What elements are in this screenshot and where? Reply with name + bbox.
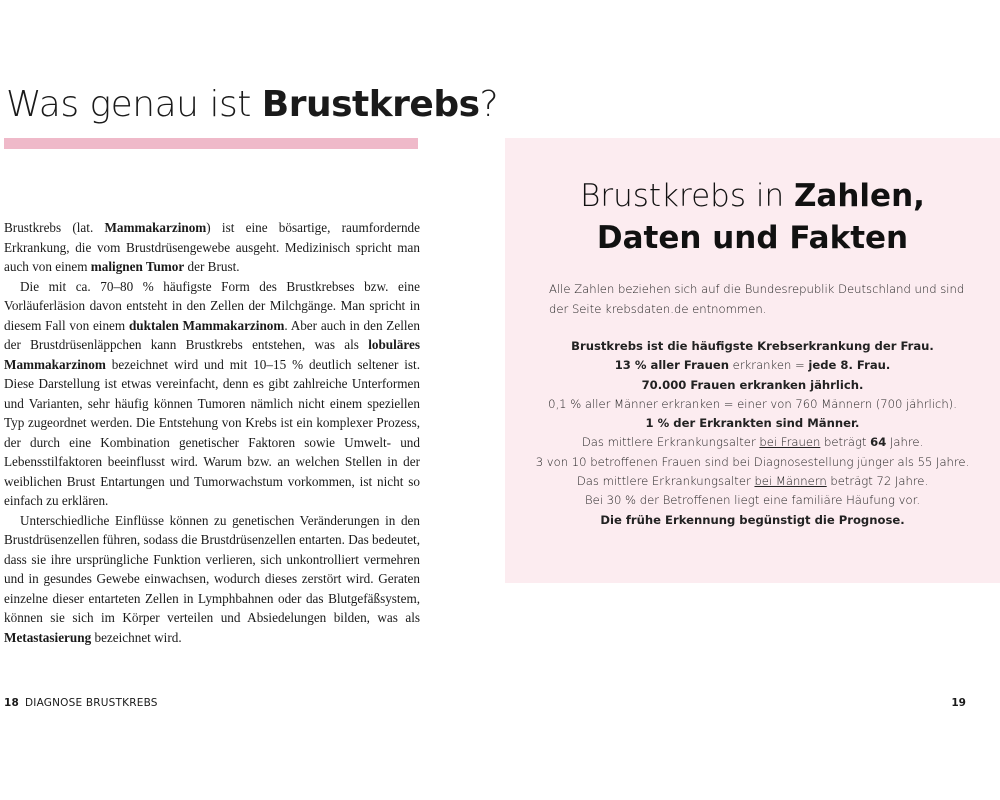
fact-text: 13 % aller Frauen: [614, 358, 729, 373]
fact-item: [505, 453, 1000, 472]
fact-list: [505, 337, 1000, 530]
fact-text: bei Frauen: [759, 435, 821, 450]
text: . Aber auch in den Zellen der Brustdrüsenläppchen kann Brustkrebs entstehen, was als: [4, 317, 420, 352]
page-title: [6, 84, 498, 125]
fact-text: Bei 30 % der Betroffenen liegt eine familiäre Häufung vor.: [584, 493, 921, 508]
fact-text: Brustkrebs ist die häufigste Krebserkrankung der Frau.: [571, 339, 934, 353]
title-bold: Daten und Fakten: [596, 220, 909, 256]
text: der Brust.: [184, 259, 240, 274]
fact-text: beträgt: [820, 435, 871, 450]
fact-item: [505, 337, 1000, 356]
paragraph-1: [4, 218, 420, 277]
fact-text: Jahre.: [886, 435, 924, 450]
fact-text: 70.000 Frauen erkranken jährlich.: [641, 377, 864, 392]
text: ) ist eine bösartige, raumfordernde Erkrankung, die vom Brustdrüsengewebe ausgeht. Medizinisch spricht man auch von einem: [4, 220, 420, 274]
text: bezeichnet wird und mit 10–15 % deutlich seltener ist. Diese Darstellung ist etwas vereinfacht, denn es gibt zahlreiche Unterformen und Varianten, sehr häufig können Tumoren nämlich nicht einem speziellen Typ zugeordnet werden. Die Entstehung von Krebs ist ein komplexer Prozess, der durch eine Kombination genetischer Faktoren sowie Umwelt- und Lebensstilfaktoren beeinflusst wird. Warum bzw. an welchen Stellen in der weiblichen Brust Entartungen und Tumorwachstum vorkommen, ist nicht so einfach zu erklären.: [4, 356, 420, 508]
body-text: [4, 218, 420, 647]
fact-text: Das mittlere Erkrankungsalter: [581, 435, 760, 450]
fact-text: jede 8. Frau.: [808, 358, 891, 373]
page-number-left: 18: [4, 697, 20, 709]
fact-box: [505, 138, 1000, 583]
text: Brustkrebs (lat.: [4, 220, 105, 235]
paragraph-2: [4, 277, 420, 511]
text: Die mit ca. 70–80 % häufigste Form des Brustkrebses bzw. eine Vorläuferläsion davon entsteht in den Zellen der Milchgänge. Man spricht in diesem Fall von einem: [4, 278, 420, 333]
fact-text: Die frühe Erkennung begünstigt die Prognose.: [600, 512, 905, 527]
title-bold: Zahlen,: [793, 178, 925, 214]
title-bold: Brustkrebs: [261, 84, 480, 125]
fact-box-intro: Alle Zahlen beziehen sich auf die Bundesrepublik Deutschland und sind der Seite krebsdaten.de entnommen.: [549, 282, 965, 316]
fact-text: bei Männern: [754, 474, 827, 489]
fact-item: [505, 376, 1000, 395]
emphasis: lobuläres Mammakarzinom: [4, 337, 420, 372]
fact-item: [505, 414, 1000, 433]
footer-left: [4, 697, 158, 709]
fact-box-title: [505, 175, 1000, 259]
emphasis: Mammakarzinom: [104, 220, 207, 235]
fact-item: [505, 356, 1000, 375]
fact-text: 3 von 10 betroffenen Frauen sind bei Diagnosestellung jünger als 55 Jahre.: [535, 454, 970, 469]
emphasis: duktalen Mammakarzinom: [128, 317, 285, 333]
running-section-title: DIAGNOSE BRUSTKREBS: [25, 697, 158, 709]
title-light: Brustkrebs in: [580, 178, 794, 214]
fact-item: [505, 472, 1000, 491]
emphasis: Metastasierung: [4, 629, 92, 645]
paragraph-3: [4, 511, 420, 648]
fact-item: [505, 433, 1000, 452]
title-accent-bar: [4, 138, 418, 149]
fact-item: [505, 511, 1000, 530]
title-end: ?: [479, 84, 499, 125]
text: bezeichnet wird.: [91, 629, 182, 645]
title-light: Was genau ist: [6, 84, 262, 125]
fact-text: Das mittlere Erkrankungsalter: [576, 474, 755, 489]
fact-item: [505, 491, 1000, 510]
fact-text: 64: [870, 435, 887, 450]
fact-text: 0,1 % aller Männer erkranken = einer von 760 Männern (700 jährlich).: [548, 396, 957, 411]
fact-text: beträgt 72 Jahre.: [826, 474, 929, 489]
emphasis: malignen Tumor: [90, 259, 185, 274]
fact-text: erkranken =: [729, 358, 809, 373]
fact-item: [505, 395, 1000, 414]
fact-text: 1 % der Erkrankten sind Männer.: [645, 416, 860, 431]
text: Unterschiedliche Einflüsse können zu genetischen Veränderungen in den Brustdrüsenzellen führen, sodass die Brustdrüsenzellen entarten. Das bedeutet, dass sie ihre ursprüngliche Funktion verlieren, sich unkontrolliert vermehren und in gesundes Gewebe einwachsen, wodurch dieses zerstört wird. Geraten einzelne dieser entarteten Zellen in Lymphbahnen oder das Blutgefäßsystem, können sie sich im Körper verteilen und Absiedelungen bilden, was als: [4, 512, 421, 625]
page-number-right: 19: [951, 697, 966, 709]
